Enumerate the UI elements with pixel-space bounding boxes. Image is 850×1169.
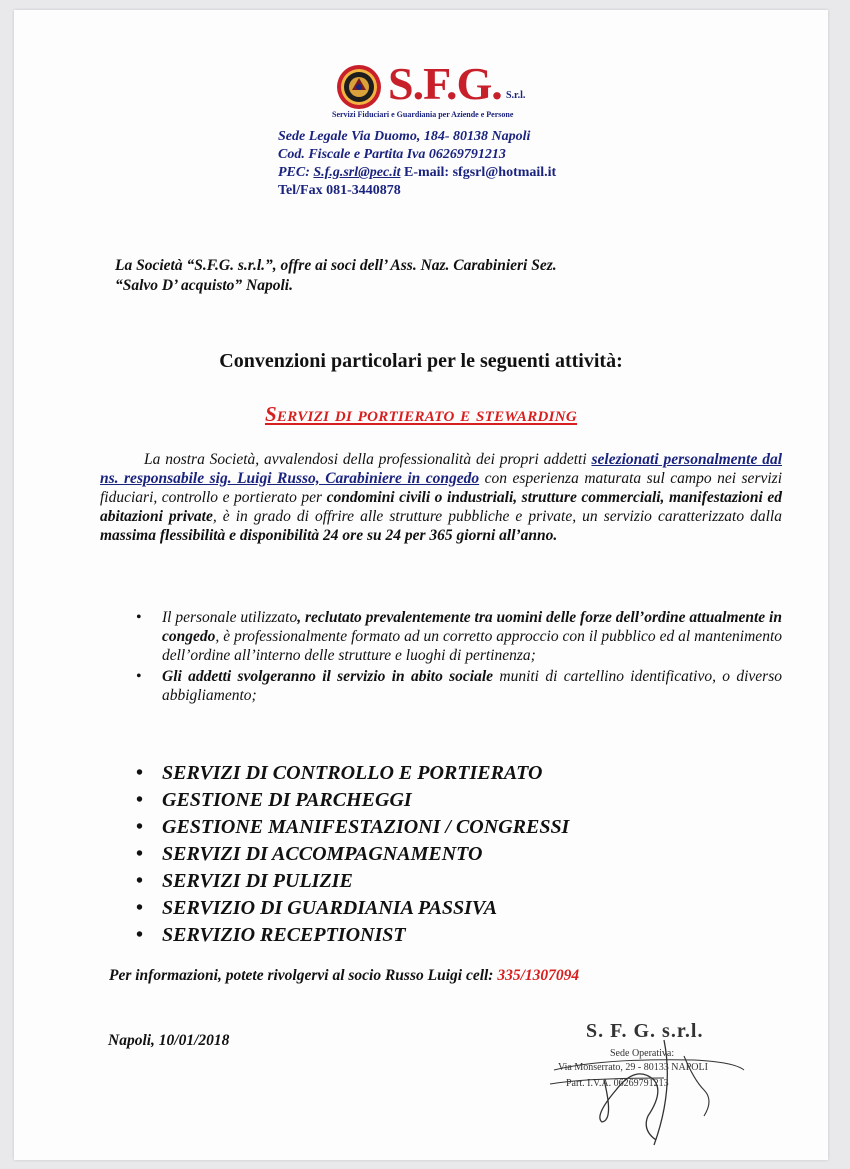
brand-suffix: S.r.l. [506, 90, 526, 101]
list-item: • Il personale utilizzato, reclutato prevalentemente tra uomini delle forze dell’ordine attualmente in congedo, è professionalmente formato ad un corretto approccio con il pubblico ed al mantenimento dell’ordine all’interno delle strutture e luoghi di pertinenza; [116, 608, 782, 665]
seal-emblem-icon [336, 64, 382, 110]
intro-line-2: “Salvo D’ acquisto” Napoli. [115, 277, 293, 294]
stamp-line-3: Part. I.V.A. 06269791213 [566, 1078, 669, 1089]
stamp-line-2: Via Monserrato, 29 - 80133 NAPOLI [558, 1062, 708, 1073]
email-label: E-mail: [403, 165, 450, 180]
fiscal-line: Cod. Fiscale e Partita Iva 06269791213 [278, 147, 506, 162]
services-list [116, 760, 736, 949]
target-structures: condomini civili o industriali, strutture commerciali, manifestazioni ed abitazioni private [100, 489, 782, 525]
list-item: • Gli addetti svolgeranno il servizio in abito sociale muniti di cartellino identificativo, o diverso abbigliamento; [116, 667, 782, 705]
company-tagline: Servizi Fiduciari e Guardiania per Aziende e Persone [332, 110, 514, 119]
pec-email-line [278, 164, 556, 182]
company-stamp [544, 1020, 764, 1150]
list-item: • GESTIONE MANIFESTAZIONI / CONGRESSI [116, 814, 736, 841]
staff-bullet-list [116, 608, 782, 707]
contact-info-line: Per informazioni, potete rivolgervi al socio Russo Luigi cell: 335/1307094 [109, 967, 580, 984]
company-logo [332, 58, 552, 110]
stamp-title: S. F. G. s.r.l. [586, 1020, 704, 1042]
intro-text [115, 256, 735, 296]
pec-label: PEC: [278, 165, 310, 180]
list-item: • SERVIZIO RECEPTIONIST [116, 922, 736, 949]
section-heading: Convenzioni particolari per le seguenti attività: [219, 350, 623, 372]
availability-text: massima flessibilità e disponibilità 24 ore su 24 per 365 giorni all’anno. [100, 527, 558, 544]
telfax-line: Tel/Fax 081-3440878 [278, 183, 401, 198]
address-line: Sede Legale Via Duomo, 184- 80138 Napoli [278, 129, 531, 144]
description-paragraph: La nostra Società, avvalendosi della professionalità dei propri addetti selezionati personalmente dal ns. responsabile sig. Luigi Russo, Carabiniere in congedo con esperienza maturata sul campo nei servizi fiduciari, controllo e portierato per condomini civili o industriali, strutture commerciali, manifestazioni ed abitazioni private, è in grado di offrire alle strutture pubbliche e private, un servizio caratterizzato dalla massima flessibilità e disponibilità 24 ore su 24 per 365 giorni all’anno. [100, 451, 783, 544]
phone-number[interactable]: 335/1307094 [497, 967, 580, 984]
contact-block [278, 128, 556, 200]
list-item: • SERVIZIO DI GUARDIANIA PASSIVA [116, 895, 736, 922]
document-date: Napoli, 10/01/2018 [108, 1032, 230, 1049]
email-address[interactable]: sfgsrl@hotmail.it [452, 165, 557, 180]
responsible-person: selezionati personalmente dal ns. responsabile sig. Luigi Russo, Carabiniere in congedo [100, 451, 783, 487]
services-title: Servizi di portierato e stewarding [264, 402, 578, 426]
list-item: • SERVIZI DI CONTROLLO E PORTIERATO [116, 760, 736, 787]
intro-line-1: La Società “S.F.G. s.r.l.”, offre ai soci dell’ Ass. Naz. Carabinieri Sez. [115, 257, 557, 274]
list-item: • SERVIZI DI ACCOMPAGNAMENTO [116, 841, 736, 868]
brand-name: S.F.G. [388, 58, 502, 109]
signature-icon [544, 1020, 764, 1150]
pec-link[interactable]: S.f.g.srl@pec.it [313, 165, 401, 180]
stamp-line-1: Sede Operativa: [610, 1048, 675, 1059]
list-item: • SERVIZI DI PULIZIE [116, 868, 736, 895]
list-item: • GESTIONE DI PARCHEGGI [116, 787, 736, 814]
document-page [14, 10, 828, 1160]
